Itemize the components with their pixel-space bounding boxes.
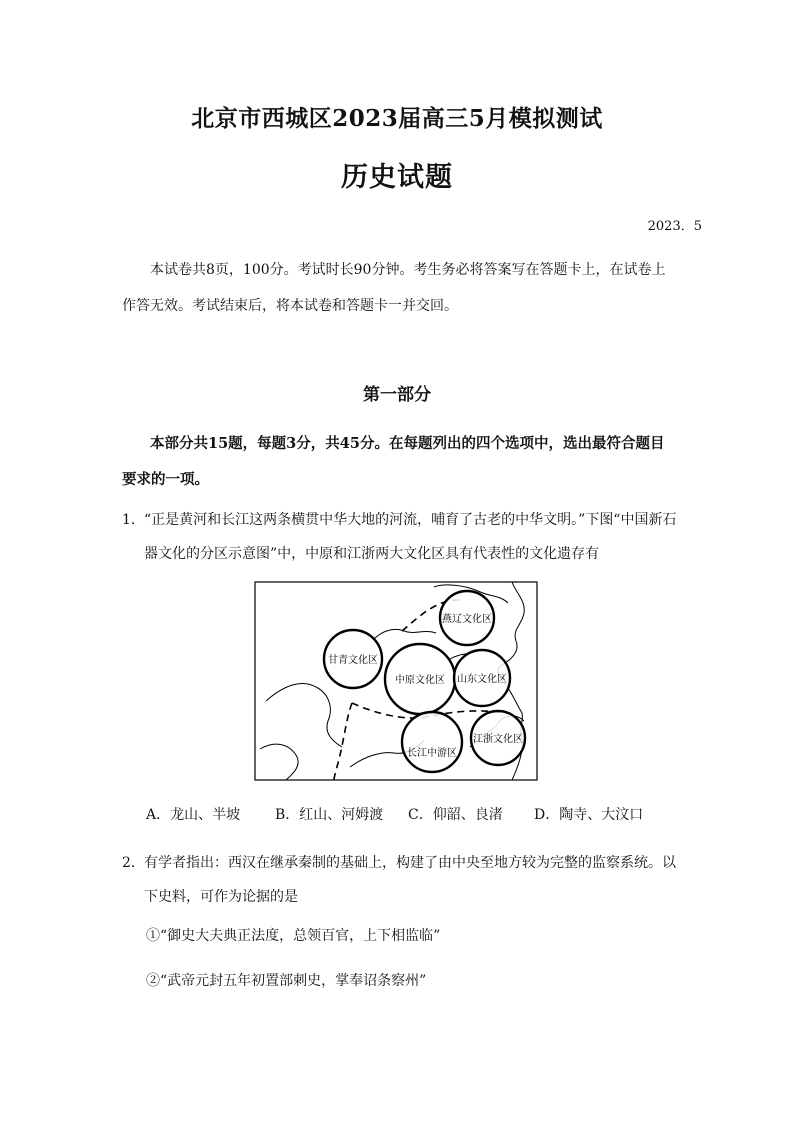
option-d: D．陶寺、大汶口: [534, 807, 644, 823]
neolithic-culture-map: [254, 581, 538, 781]
changjiang-circle: [402, 712, 462, 772]
map-label-shandong: 山东文化区: [457, 674, 507, 685]
map-label-yanliao: 燕辽文化区: [442, 614, 492, 625]
question-1: [122, 503, 682, 571]
map-label-jiangzhe: 江浙文化区: [473, 734, 523, 745]
exam-instructions: 本试卷共8页，100分。考试时长90分钟。考生务必将答案写在答题卡上，在试卷上作答无效。考试结束后，将本试卷和答题卡一并交回。: [122, 262, 666, 314]
exam-date: 2023．5: [647, 219, 702, 234]
map-label-ganqing: 甘青文化区: [328, 655, 378, 666]
question-2: [122, 846, 682, 914]
exam-title: 北京市西城区2023届高三5月模拟测试: [191, 105, 603, 132]
part-title: 第一部分: [363, 385, 431, 405]
question-number: 2．: [122, 855, 145, 871]
question-stem: 有学者指出：西汉在继承秦制的基础上，构建了由中央至地方较为完整的监察系统。以下史料，可作为论据的是: [144, 855, 676, 905]
option-c: C．仰韶、良渚: [408, 807, 503, 823]
option-b: B．红山、河姆渡: [275, 807, 384, 823]
question-number: 1．: [122, 512, 145, 528]
part-description: 本部分共15题，每题3分，共45分。在每题列出的四个选项中，选出最符合题目要求的一项。: [122, 435, 665, 488]
source-1: ①“御史大夫典正法度，总领百官，上下相监临”: [146, 928, 441, 944]
map-label-zhongyuan: 中原文化区: [395, 675, 445, 686]
source-2: ②“武帝元封五年初置部刺史，掌奉诏条察州”: [146, 973, 427, 989]
subject-title: 历史试题: [341, 162, 453, 193]
question-stem: “正是黄河和长江这两条横贯中华大地的河流，哺育了古老的中华文明。”下图“中国新石器文化的分区示意图”中，中原和江浙两大文化区具有代表性的文化遗存有: [144, 512, 677, 562]
option-a: A．龙山、半坡: [146, 807, 241, 823]
map-label-changjiang: 长江中游区: [407, 748, 457, 759]
